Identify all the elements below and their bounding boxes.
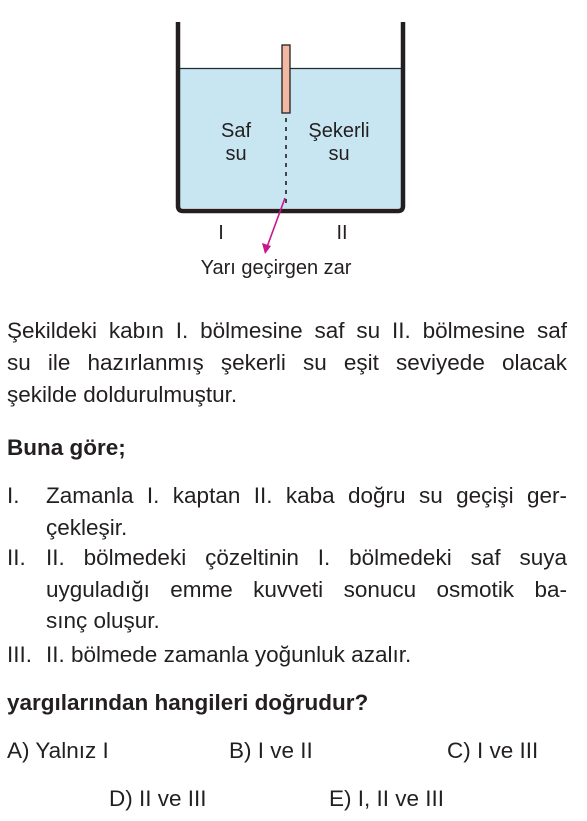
option-a[interactable]: A) Yalnız I: [7, 738, 109, 763]
question-intro: [7, 315, 567, 411]
statement-I: [7, 480, 567, 544]
statement-line: uyguladığı emme kuvveti sonucu osmotik ba-: [46, 576, 567, 602]
statement-line: Zamanla I. kaptan II. kaba doğru su geçişi ger-: [46, 483, 567, 508]
statement-line: II. bölmedeki çözeltinin I. bölmedeki saf suya: [46, 545, 567, 570]
question-prompt: yargılarından hangileri doğrudur?: [7, 690, 369, 715]
statement-body: [46, 542, 567, 637]
statement-line: çekleşir.: [46, 514, 128, 540]
intro-line-1: Şekildeki kabın I. bölmesine saf su II. bölmesine saf: [7, 318, 567, 343]
compartment-label-II: II: [336, 222, 348, 244]
osmosis-figure: [0, 0, 587, 300]
intro-line-3: şekilde doldurulmuştur.: [7, 382, 238, 407]
intro-line-2: su ile hazırlanmış şekerli su eşit seviyede olacak: [7, 350, 567, 375]
statement-number: I.: [7, 483, 20, 508]
option-d[interactable]: D) II ve III: [109, 786, 207, 811]
compartment-label-I: I: [218, 222, 224, 244]
option-c[interactable]: C) I ve III: [447, 738, 539, 763]
statement-number: III.: [7, 642, 33, 667]
statement-body: [46, 480, 567, 543]
statement-number: II.: [7, 545, 26, 570]
option-b[interactable]: B) I ve II: [229, 738, 313, 763]
membrane-pointer-arrowhead: [262, 243, 271, 254]
statement-II: [7, 542, 567, 638]
left-compartment-line1: Saf: [220, 120, 252, 142]
right-compartment-line2: su: [328, 143, 350, 165]
statement-line: sınç oluşur.: [46, 608, 160, 633]
statement-body: [46, 639, 567, 671]
left-compartment-line2: su: [225, 143, 247, 165]
statement-line: II. bölmede zamanla yoğunluk azalır.: [46, 642, 412, 667]
right-compartment-line1: Şekerli: [308, 120, 370, 142]
divider-barrier: [282, 45, 290, 113]
statement-III: [7, 639, 567, 671]
question-lead: Buna göre;: [7, 435, 126, 460]
option-e[interactable]: E) I, II ve III: [329, 786, 445, 811]
membrane-label: Yarı geçirgen zar: [200, 257, 352, 279]
